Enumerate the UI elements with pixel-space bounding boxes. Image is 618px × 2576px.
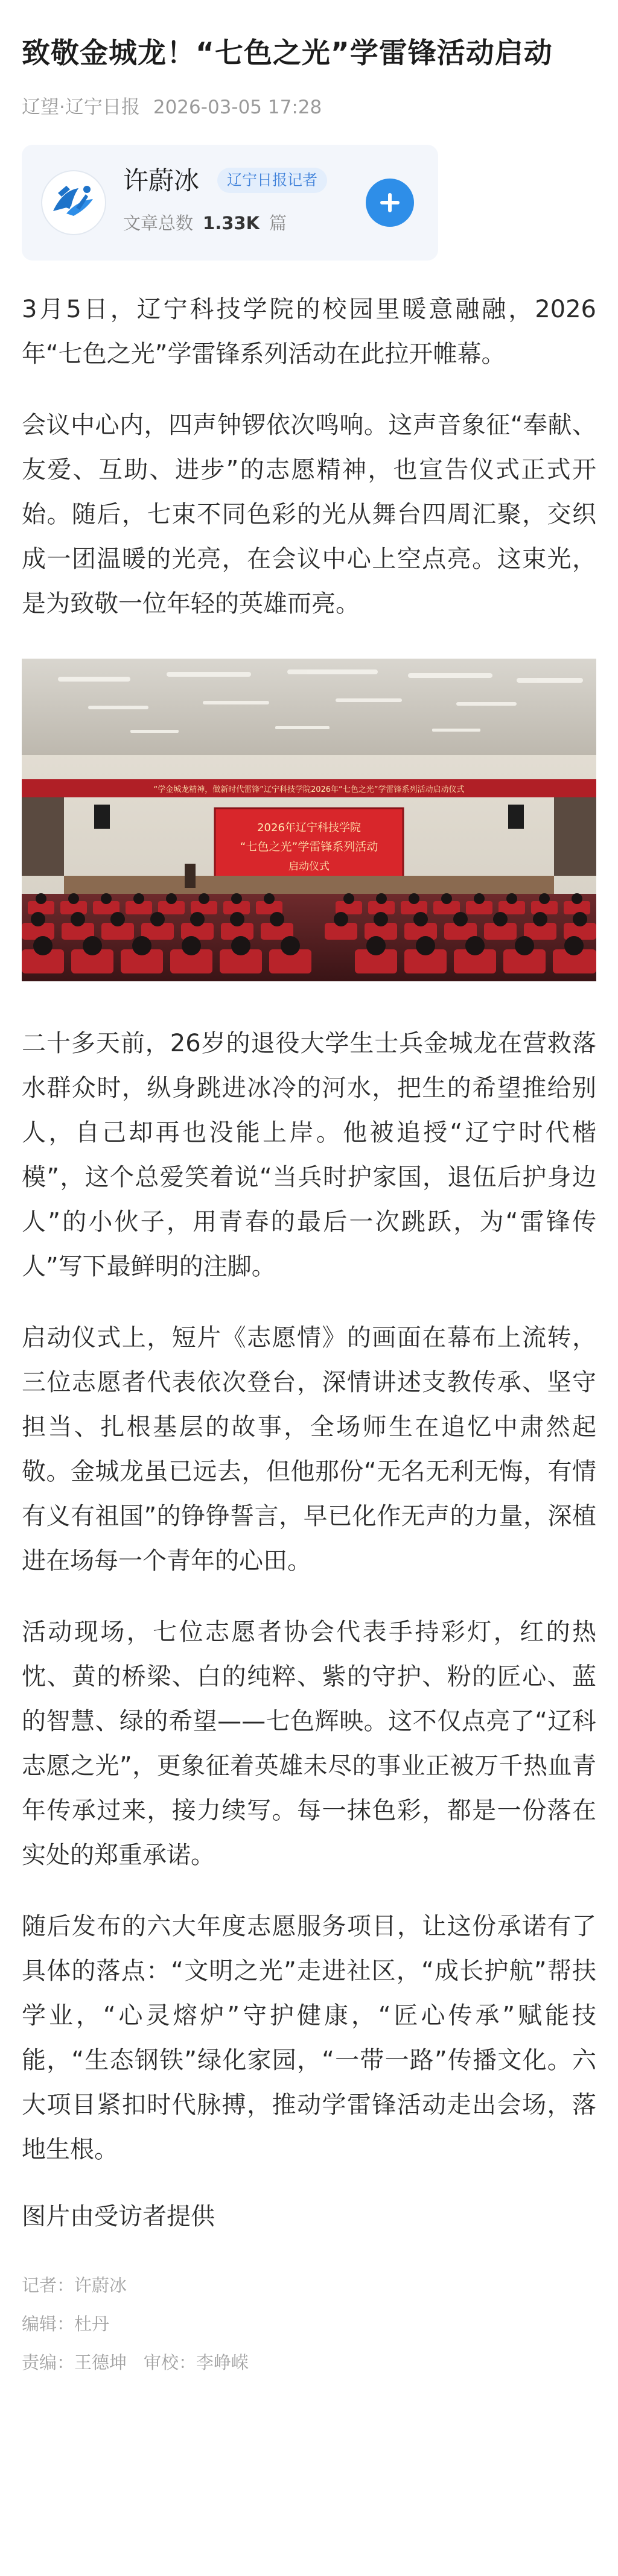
stats-label: 文章总数: [123, 213, 194, 233]
paragraph-4: 启动仪式上，短片《志愿情》的画面在幕布上流转，三位志愿者代表依次登台，深情讲述支教传承、坚守担当、扎根基层的故事，全场师生在追忆中肃然起敬。金城龙虽已远去，但他那份“无名无利无悔，有情有义有祖国”的铮铮誓言，早已化作无声的力量，深植进在场每一个青年的心田。: [22, 1324, 596, 1575]
footer-chief-editor: 责编：王德坤: [22, 2352, 127, 2373]
plus-icon: [378, 191, 402, 215]
paragraph-6: 随后发布的六大年度志愿服务项目，让这份承诺有了具体的落点：“文明之光”走进社区，“成长护航”帮扶学业，“心灵熔炉”守护健康，“匠心传承”赋能技能，“生态钢铁”绿化家园，“一带一路”传播文化。六大项目紧扣时代脉搏，推动学雷锋活动走出会场，落地生根。: [22, 1913, 596, 2163]
reporter-badge: 辽宁日报记者: [217, 168, 327, 193]
article-time: 2026-03-05 17:28: [153, 97, 322, 118]
footer-editor: 编辑：杜丹: [22, 2314, 110, 2334]
photo-screen-line1: 2026年辽宁科技学院: [257, 821, 361, 834]
paragraph-3: 二十多天前，26岁的退役大学生士兵金城龙在营救落水群众时，纵身跳进冰冷的河水，把生的希望推给别人，自己却再也没能上岸。他被追授“辽宁时代楷模”，这个总爱笑着说“当兵时护家国，退伍后护身边人”的小伙子，用青春的最后一次跳跃，为“雷锋传人”写下最鲜明的注脚。: [22, 1030, 596, 1280]
author-name[interactable]: 许蔚冰: [123, 166, 200, 195]
paragraph-1: 3月5日，辽宁科技学院的校园里暖意融融，2026年“七色之光”学雷锋系列活动在此拉开帷幕。: [22, 296, 596, 368]
article-meta: [22, 95, 596, 119]
author-card[interactable]: [22, 145, 438, 261]
stats-unit: 篇: [269, 213, 287, 233]
footer-reporter: 记者：许蔚冰: [22, 2275, 127, 2296]
photo-banner: “学金城龙精神，做新时代雷锋”辽宁科技学院2026年“七色之光”学雷锋系列活动启动仪式: [153, 785, 465, 794]
article-title: 致敬金城龙！“七色之光”学雷锋活动启动: [22, 37, 553, 70]
follow-button[interactable]: [366, 179, 414, 227]
paragraph-2: 会议中心内，四声钟锣依次鸣响。这声音象征“奉献、友爱、互助、进步”的志愿精神，也宣告仪式正式开始。随后，七束不同色彩的光从舞台四周汇聚，交织成一团温暖的光亮，在会议中心上空点亮。这束光，是为致敬一位年轻的英雄而亮。: [22, 411, 596, 618]
footer-reviewer: 审校：李峥嵘: [144, 2352, 249, 2373]
author-stats: [123, 211, 287, 235]
article-source[interactable]: 辽望·辽宁日报: [22, 97, 140, 118]
footer-chief-editor-reviewer: [22, 2350, 596, 2375]
photo-screen-line2: “七色之光”学雷锋系列活动: [240, 840, 378, 853]
stats-count: 1.33K: [203, 213, 260, 233]
photo-credit: 图片由受访者提供: [22, 2203, 215, 2230]
liaowang-logo-icon[interactable]: [41, 170, 106, 235]
article-photo[interactable]: [22, 659, 596, 981]
photo-screen-line3: 启动仪式: [288, 861, 330, 873]
paragraph-5: 活动现场，七位志愿者协会代表手持彩灯，红的热忱、黄的桥梁、白的纯粹、紫的守护、粉的匠心、蓝的智慧、绿的希望——七色辉映。这不仅点亮了“辽科志愿之光”，更象征着英雄未尽的事业正被万千热血青年传承过来，接力续写。每一抹色彩，都是一份落在实处的郑重承诺。: [22, 1618, 596, 1869]
